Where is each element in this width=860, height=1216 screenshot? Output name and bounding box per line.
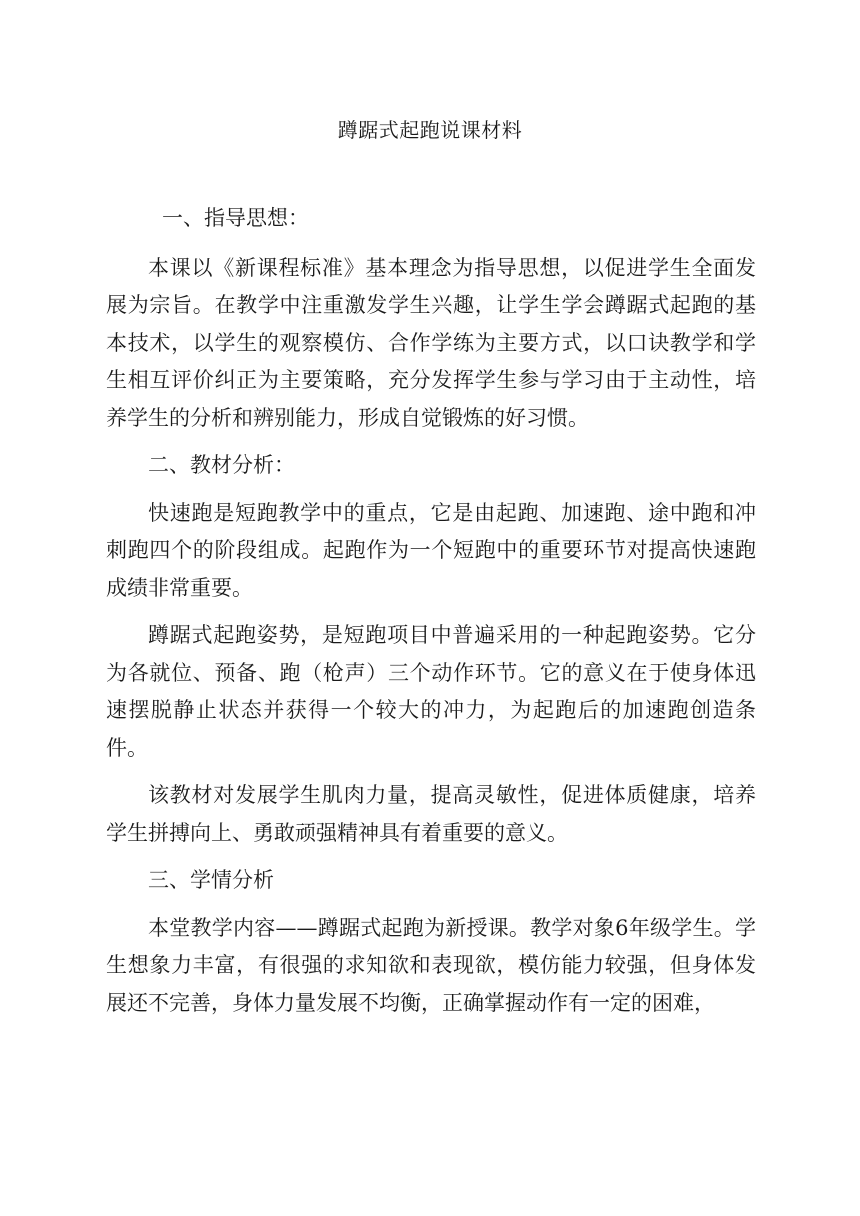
- section-heading-guiding-ideology: 一、指导思想：: [162, 206, 309, 230]
- document-body: [106, 200, 756, 1032]
- paragraph-material-analysis-1: 快速跑是短跑教学中的重点，它是由起跑、加速跑、途中跑和冲刺跑四个的阶段组成。起跑作为一个短跑中的重要环节对提高快速跑成绩非常重要。: [106, 500, 756, 600]
- section-heading-material-analysis: 二、教材分析：: [148, 453, 295, 477]
- paragraph-material-analysis-3: 该教材对发展学生肌肉力量，提高灵敏性，促进体质健康，培养学生拼搏向上、勇敢顽强精神具有着重要的意义。: [106, 783, 756, 845]
- paragraph-guiding-ideology: 本课以《新课程标准》基本理念为指导思想，以促进学生全面发展为宗旨。在教学中注重激发学生兴趣，让学生学会蹲踞式起跑的基本技术，以学生的观察模仿、合作学练为主要方式，以口诀教学和学生相互评价纠正为主要策略，充分发挥学生参与学习由于主动性，培养学生的分析和辨别能力，形成自觉锻炼的好习惯。: [106, 255, 756, 430]
- paragraph-student-analysis: 本堂教学内容——蹲踞式起跑为新授课。教学对象6年级学生。学生想象力丰富，有很强的求知欲和表现欲，模仿能力较强，但身体发展还不完善，身体力量发展不均衡，正确掌握动作有一定的困难，: [106, 915, 756, 1015]
- section-heading-student-analysis: 三、学情分析: [148, 868, 274, 892]
- paragraph-material-analysis-2: 蹲踞式起跑姿势，是短跑项目中普遍采用的一种起跑姿势。它分为各就位、预备、跑（枪声）三个动作环节。它的意义在于使身体迅速摆脱静止状态并获得一个较大的冲力，为起跑后的加速跑创造条件。: [106, 623, 756, 760]
- document-title: 蹲踞式起跑说课材料: [337, 118, 523, 142]
